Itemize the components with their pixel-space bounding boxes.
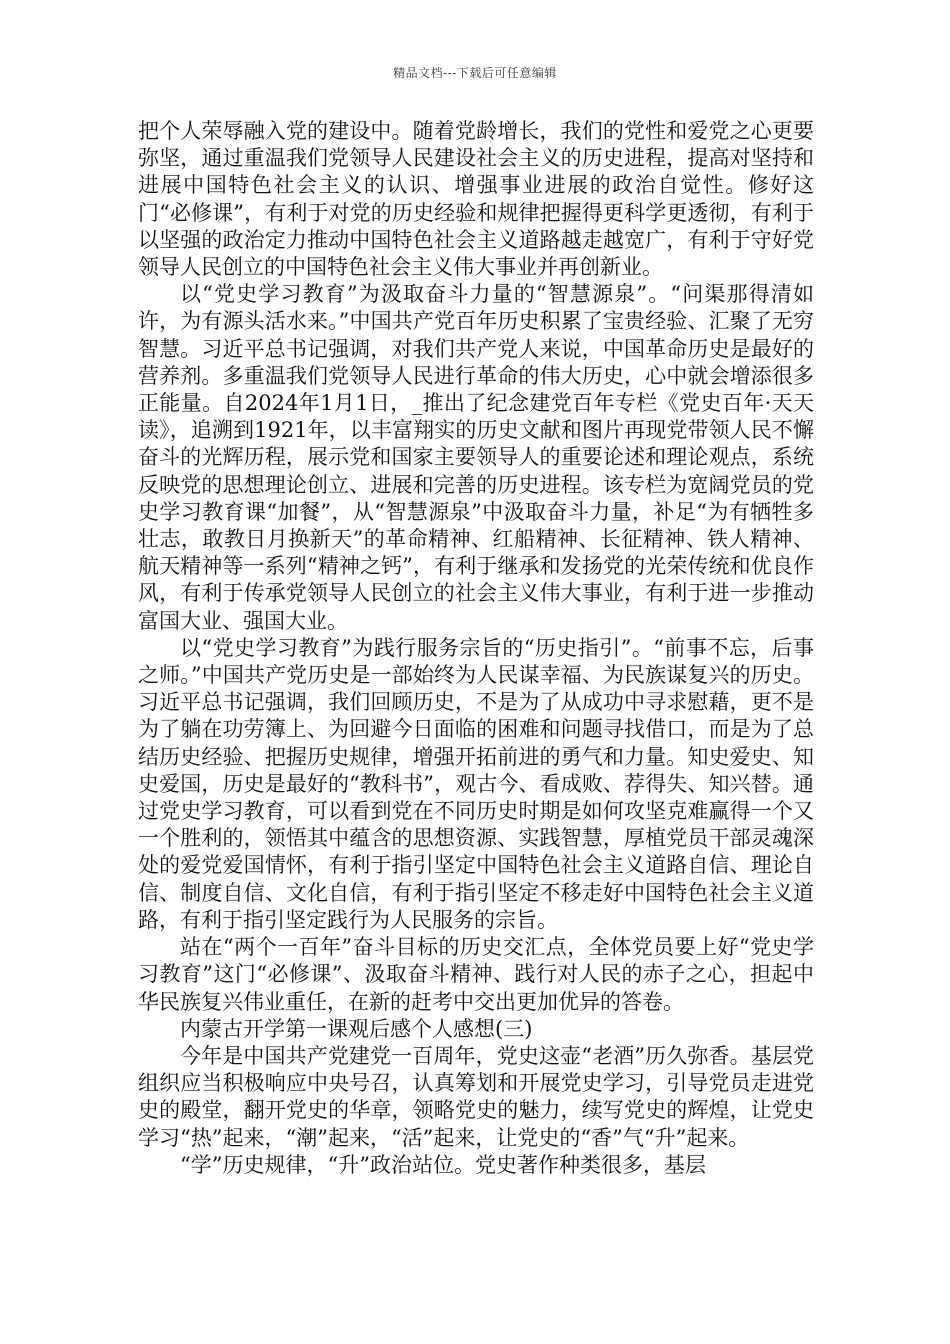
paragraph-continuation: 把个人荣辱融入党的建设中。随着党龄增长，我们的党性和爱党之心更要弥坚，通过重温我们党领导人民建设社会主义的历史进程，提高对坚持和进展中国特色社会主义的认识、增强事业进展的政治自觉性。修好这门“必修课”，有利于对党的历史经验和规律把握得更科学更透彻，有利于以坚强的政治定力推动中国特色社会主义道路越走越宽广，有利于守好党领导人民创立的中国特色社会主义伟大事业并再创新业。 [138,119,814,280]
document-body [138,118,814,1179]
page-header: 精品文档---下载后可任意编辑 [393,66,557,80]
section-heading: 内蒙古开学第一课观后感个人感想(三) [180,1016,533,1041]
paragraph-historical-guidance: 以“党史学习教育”为践行服务宗旨的“历史指引”。“前事不忘，后事之师。”中国共产党历史是一部始终为人民谋幸福、为民族谋复兴的历史。习近平总书记强调，我们回顾历史，不是为了从成功中寻求慰藉，更不是为了躺在功劳簿上、为回避今日面临的困难和问题寻找借口，而是为了总结历史经验、把握历史规律，增强开拓前进的勇气和力量。知史爱史、知史爱国，历史是最好的“教科书”，观古今、看成败、荐得失、知兴替。通过党史学习教育，可以看到党在不同历史时期是如何攻坚克难赢得一个又一个胜利的，领悟其中蕴含的思想资源、实践智慧，厚植党员干部灵魂深处的爱党爱国情怀，有利于指引坚定中国特色社会主义道路自信、理论自信、制度自信、文化自信，有利于指引坚定不移走好中国特色社会主义道路，有利于指引坚定践行为人民服务的宗旨。 [138,635,814,932]
paragraph-centenary: 今年是中国共产党建党一百周年，党史这壶“老酒”历久弥香。基层党组织应当积极响应中央号召，认真筹划和开展党史学习，引导党员走进党史的殿堂，翻开党史的华章，领略党史的魅力，续写党史的辉煌，让党史学习“热”起来，“潮”起来，“活”起来，让党史的“香”气“升”起来。 [138,1043,814,1150]
paragraph-learn-history: “学”历史规律，“升”政治站位。党史著作种类很多，基层 [180,1152,706,1177]
paragraph-wisdom-source: 以“党史学习教育”为汲取奋斗力量的“智慧源泉”。“问渠那得清如许，为有源头活水来。”中国共产党百年历史积累了宝贵经验、汇聚了无穷智慧。习近平总书记强调，对我们共产党人来说，中国革命历史是最好的营养剂。多重温我们党领导人民进行革命的伟大历史，心中就会增添很多正能量。自2024年1月1日，_推出了纪念建党百年专栏《党史百年·天天读》，追溯到1921年，以丰富翔实的历史文献和图片再现党带领人民不懈奋斗的光辉历程，展示党和国家主要领导人的重要论述和理论观点，系统反映党的思想理论创立、进展和完善的历史进程。该专栏为宽阔党员的党史学习教育课“加餐”，从“智慧源泉”中汲取奋斗力量，补足“为有牺牲多壮志，敢教日月换新天”的革命精神、红船精神、长征精神、铁人精神、航天精神等一系列“精神之钙”，有利于继承和发扬党的光荣传统和优良作风，有利于传承党领导人民创立的社会主义伟大事业，有利于进一步推动富国大业、强国大业。 [138,282,814,633]
paragraph-conclusion: 站在“两个一百年”奋斗目标的历史交汇点，全体党员要上好“党史学习教育”这门“必修课”、汲取奋斗精神、践行对人民的赤子之心，担起中华民族复兴伟业重任，在新的赶考中交出更加优异的答卷。 [138,935,814,1014]
